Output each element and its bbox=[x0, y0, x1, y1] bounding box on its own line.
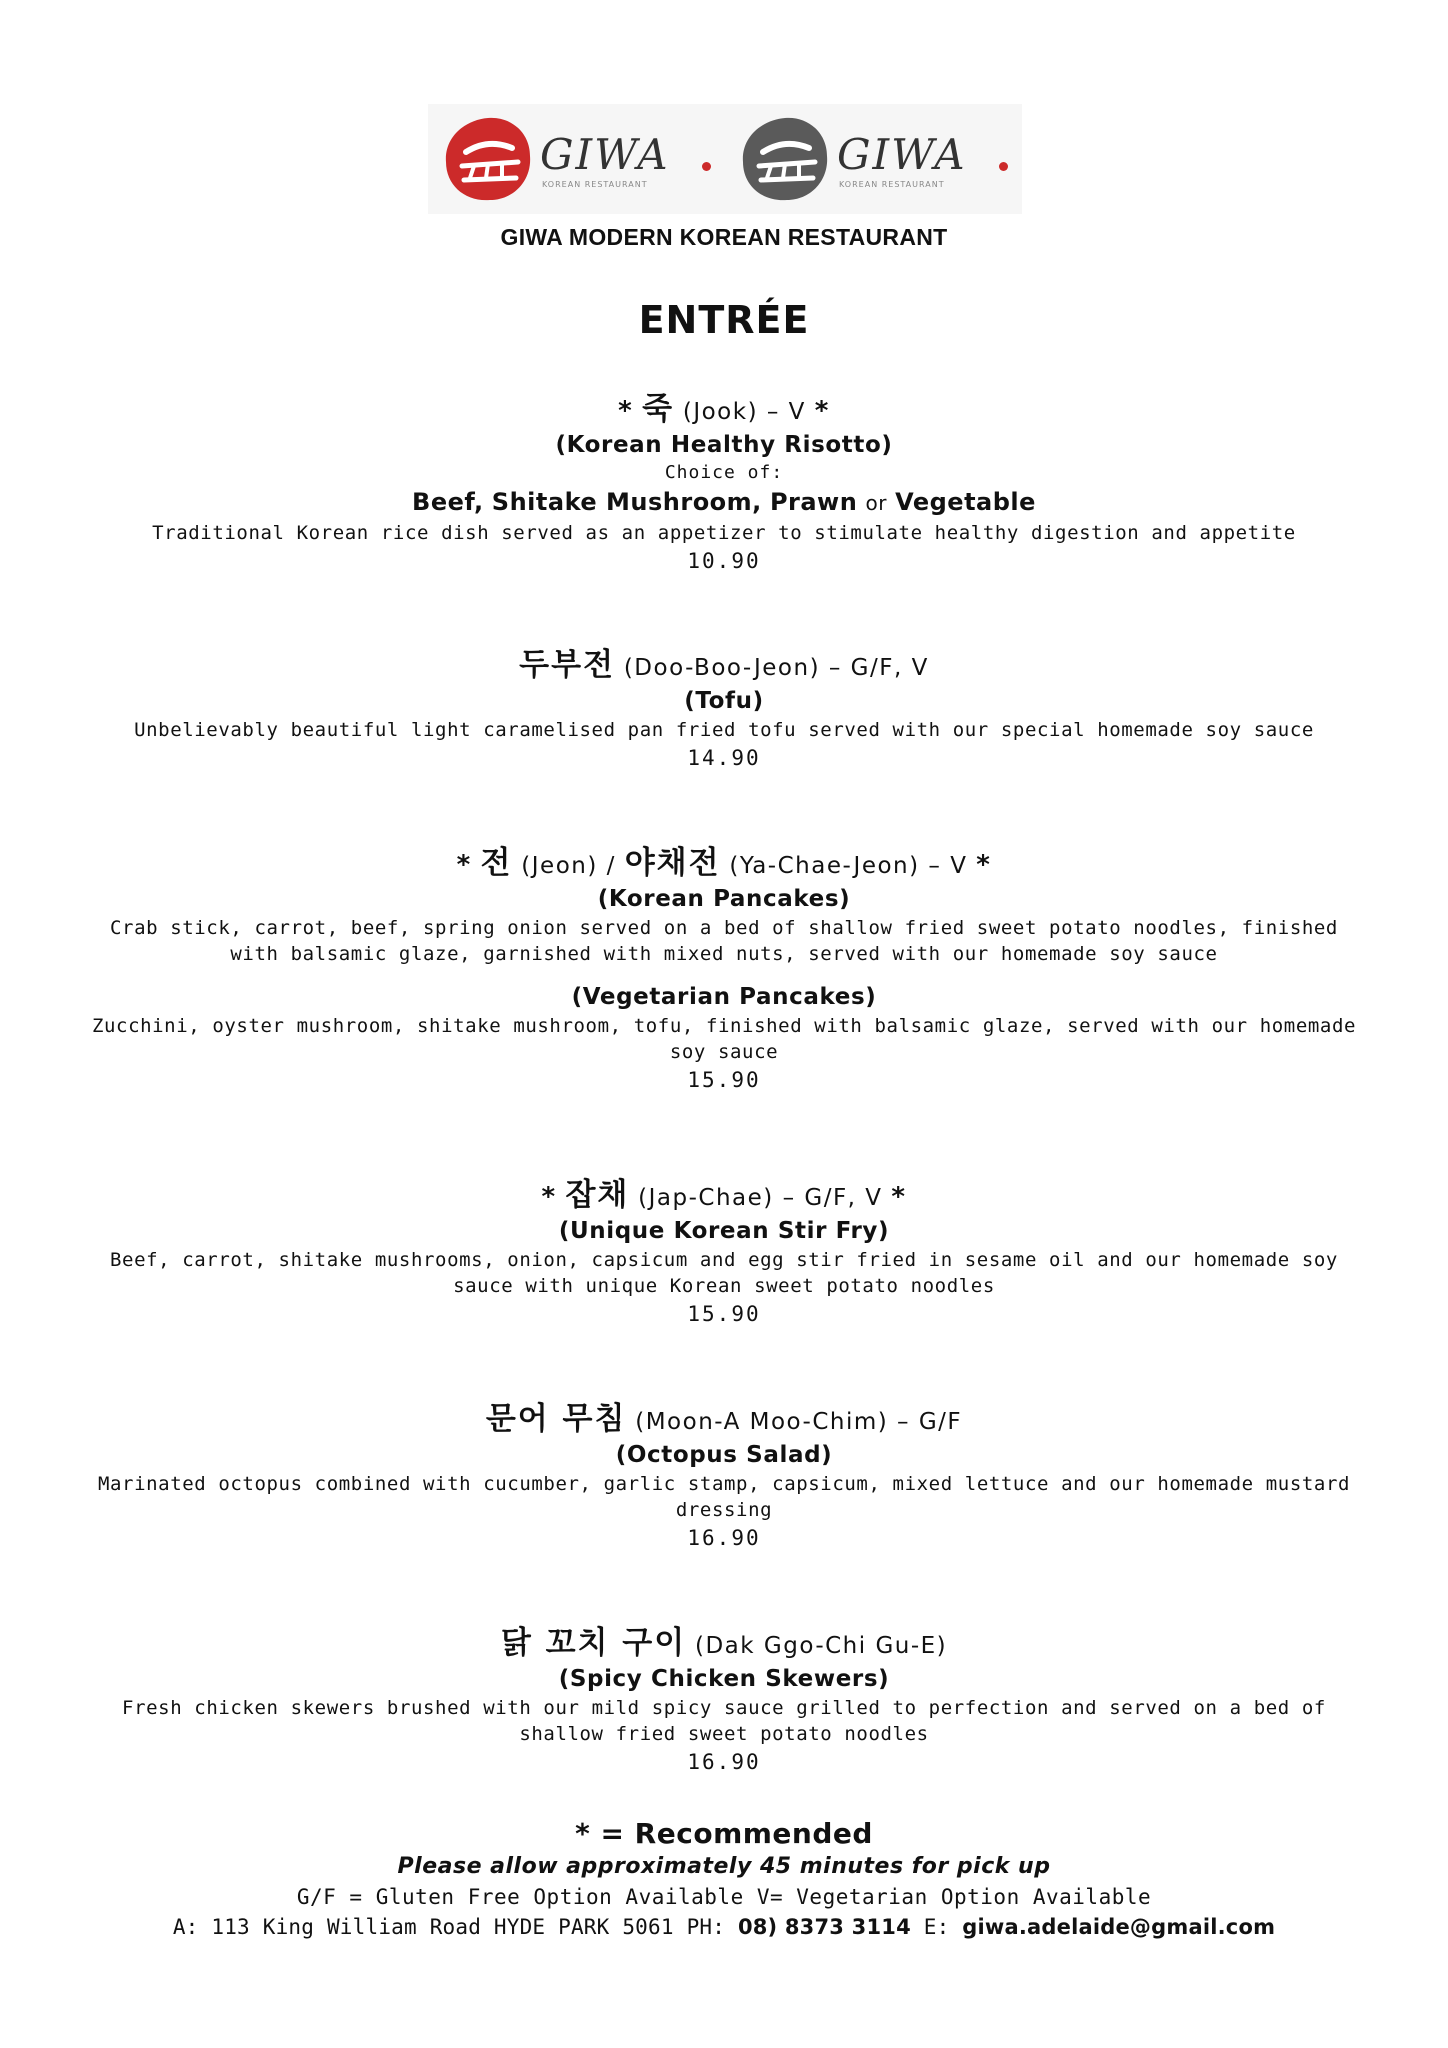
item-english-name: (Tofu) bbox=[684, 688, 764, 714]
recommended-star-icon: * bbox=[891, 1182, 907, 1212]
menu-item-moon-a-moo-chim bbox=[80, 1402, 1368, 1553]
item-price: 15.90 bbox=[687, 1302, 761, 1326]
footer bbox=[60, 1816, 1388, 1942]
item-romanized-name-2: (Ya-Chae-Jeon) – V bbox=[729, 853, 968, 879]
logo-strip bbox=[428, 104, 1022, 214]
registered-mark-icon bbox=[702, 162, 711, 171]
item-korean-name: 닭 꼬치 구이 bbox=[500, 1625, 687, 1661]
choice-label: Choice of: bbox=[664, 462, 784, 483]
menu-item-doo-boo-jeon bbox=[80, 648, 1368, 773]
item-price: 10.90 bbox=[687, 549, 761, 573]
item-description: Fresh chicken skewers brushed with our mild spicy sauce grilled to perfection and served on a bed of shallow fried sweet potato noodles bbox=[122, 1697, 1326, 1745]
item-description: Traditional Korean rice dish served as an appetizer to stimulate healthy digestion and appetite bbox=[152, 522, 1296, 544]
dietary-legend: G/F = Gluten Free Option Available V= Vegetarian Option Available bbox=[296, 1885, 1152, 1909]
item-english-name-2: (Vegetarian Pancakes) bbox=[571, 984, 877, 1010]
item-korean-name-2: 야채전 bbox=[624, 845, 721, 881]
choice-separator: or bbox=[865, 491, 887, 515]
item-description: Crab stick, carrot, beef, spring onion served on a bed of shallow fried sweet potato noodles, finished with balsamic glaze, garnished with mixed nuts, served with our homemade soy sauce bbox=[110, 917, 1338, 965]
menu-item-dak-ggo-chi-gu-e bbox=[80, 1626, 1368, 1777]
item-romanized-name: (Moon-A Moo-Chim) – G/F bbox=[635, 1409, 963, 1435]
item-title-line bbox=[80, 1402, 1368, 1439]
item-description: Marinated octopus combined with cucumber, garlic stamp, capsicum, mixed lettuce and our homemade mustard dressing bbox=[97, 1473, 1351, 1521]
restaurant-name: GIWA MODERN KOREAN RESTAURANT bbox=[500, 224, 948, 250]
item-title-line bbox=[80, 648, 1368, 685]
item-price: 16.90 bbox=[687, 1526, 761, 1550]
item-price: 14.90 bbox=[687, 746, 761, 770]
item-korean-name: 죽 bbox=[642, 391, 675, 427]
choice-option: Prawn bbox=[769, 488, 858, 516]
phone-number[interactable]: 08) 8373 3114 bbox=[737, 1915, 911, 1939]
recommended-legend: * = Recommended bbox=[575, 1817, 873, 1850]
item-english-name: (Korean Pancakes) bbox=[597, 886, 851, 912]
choice-option: Vegetable bbox=[895, 488, 1036, 516]
choice-list bbox=[80, 485, 1368, 520]
menu-item-jook bbox=[80, 392, 1368, 576]
address-label: A: bbox=[172, 1915, 199, 1939]
item-english-name: (Korean Healthy Risotto) bbox=[555, 432, 893, 458]
item-korean-name: 두부전 bbox=[519, 647, 616, 683]
choice-separator: , bbox=[752, 488, 762, 516]
logo-brand-text: GIWA bbox=[837, 130, 967, 179]
email-label: E: bbox=[923, 1915, 950, 1939]
item-romanized-name: (Jeon) / bbox=[521, 853, 616, 879]
logo-red bbox=[428, 104, 725, 214]
choice-option: Shitake Mushroom bbox=[491, 488, 753, 516]
item-title-line bbox=[80, 1178, 1368, 1215]
seal-red-icon bbox=[440, 112, 536, 206]
recommended-star-icon: * bbox=[618, 396, 634, 426]
choice-separator: , bbox=[474, 488, 484, 516]
address: 113 King William Road HYDE PARK 5061 bbox=[211, 1915, 674, 1939]
recommended-star-icon: * bbox=[541, 1182, 557, 1212]
section-title: ENTRÉE bbox=[638, 298, 810, 342]
phone-label: PH: bbox=[686, 1915, 726, 1939]
logo-subtitle: KOREAN RESTAURANT bbox=[542, 180, 648, 189]
item-korean-name: 전 bbox=[480, 845, 513, 881]
recommended-star-icon: * bbox=[456, 850, 472, 880]
item-description-2: Zucchini, oyster mushroom, shitake mushroom, tofu, finished with balsamic glaze, served with our homemade soy sauce bbox=[91, 1015, 1357, 1063]
item-description: Unbelievably beautiful light caramelised pan fried tofu served with our special homemade soy sauce bbox=[134, 719, 1314, 741]
choice-option: Beef bbox=[412, 488, 475, 516]
menu-item-jap-chae bbox=[80, 1178, 1368, 1329]
item-price: 16.90 bbox=[687, 1750, 761, 1774]
recommended-star-icon: * bbox=[814, 396, 830, 426]
logo-grey bbox=[725, 104, 1022, 214]
item-romanized-name: (Dak Ggo-Chi Gu-E) bbox=[694, 1633, 948, 1659]
recommended-star-icon: * bbox=[976, 850, 992, 880]
email-address[interactable]: giwa.adelaide@gmail.com bbox=[962, 1915, 1276, 1939]
item-price: 15.90 bbox=[687, 1068, 761, 1092]
item-korean-name: 잡채 bbox=[565, 1177, 630, 1213]
item-title-line bbox=[80, 392, 1368, 429]
logo-brand-text: GIWA bbox=[540, 130, 670, 179]
item-title-line bbox=[80, 846, 1368, 883]
registered-mark-icon bbox=[999, 162, 1008, 171]
item-romanized-name: (Jap-Chae) – G/F, V bbox=[638, 1185, 883, 1211]
item-english-name: (Spicy Chicken Skewers) bbox=[558, 1666, 890, 1692]
item-english-name: (Octopus Salad) bbox=[615, 1442, 833, 1468]
contact-line bbox=[60, 1912, 1388, 1942]
item-description: Beef, carrot, shitake mushrooms, onion, capsicum and egg stir fried in sesame oil and our homemade soy sauce with unique Korean sweet potato noodles bbox=[110, 1249, 1338, 1297]
item-romanized-name: (Jook) – V bbox=[682, 399, 806, 425]
item-title-line bbox=[80, 1626, 1368, 1663]
item-romanized-name: (Doo-Boo-Jeon) – G/F, V bbox=[623, 655, 929, 681]
logo-subtitle: KOREAN RESTAURANT bbox=[839, 180, 945, 189]
pickup-notice: Please allow approximately 45 minutes for pick up bbox=[397, 1854, 1051, 1879]
item-english-name: (Unique Korean Stir Fry) bbox=[558, 1218, 890, 1244]
seal-grey-icon bbox=[737, 112, 833, 206]
item-korean-name: 문어 무침 bbox=[485, 1401, 627, 1437]
menu-item-jeon bbox=[80, 846, 1368, 1095]
